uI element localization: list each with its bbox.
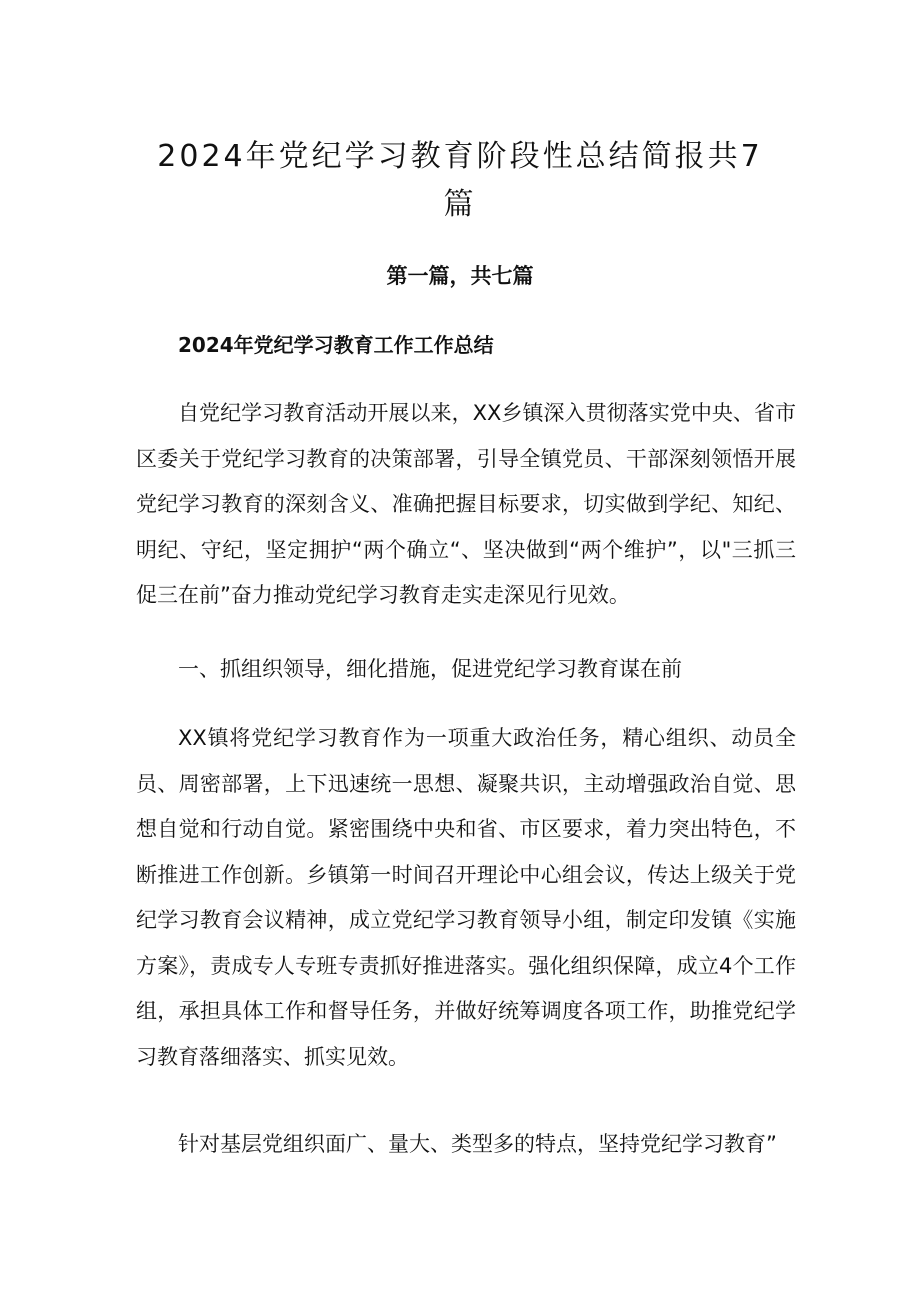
document-title: 2024年党纪学习教育阶段性总结简报共7篇 — [157, 139, 763, 223]
subheading: 2024年党纪学习教育工作工作总结 — [178, 333, 494, 357]
paragraph-section1: XX镇将党纪学习教育作为一项重大政治任务，精心组织、动员全员、周密部署，上下迅速统一思想、凝聚共识，主动增强政治自觉、思想自觉和行动自觉。紧密围绕中央和省、市区要求，着力突出特色，不断推进工作创新。乡镇第一时间召开理论中心组会议，传达上级关于党纪学习教育会议精神，成立党纪学习教育领导小组，制定印发镇《实施方案》，责成专人专班专责抓好推进落实。强化组织保障，成立4个工作组，承担具体工作和督导任务，并做好统筹调度各项工作，助推党纪学习教育落细落实、抓实见效。 — [136, 726, 796, 1069]
section-heading-1: 一、抓组织领导，细化措施，促进党纪学习教育谋在前 — [178, 657, 682, 681]
paragraph-intro: 自党纪学习教育活动开展以来，XX乡镇深入贯彻落实党中央、省市区委关于党纪学习教育的决策部署，引导全镇党员、干部深刻领悟开展党纪学习教育的深刻含义、准确把握目标要求，切实做到学纪、知纪、明纪、守纪，坚定拥护“两个确立“、坚决做到“两个维护”，以"三抓三促三在前”奋力推动党纪学习教育走实走深见行见效。 — [136, 401, 796, 607]
part-heading: 第一篇，共七篇 — [386, 264, 534, 288]
paragraph-continued: 针对基层党组织面广、量大、类型多的特点，坚持党纪学习教育” — [178, 1132, 777, 1156]
